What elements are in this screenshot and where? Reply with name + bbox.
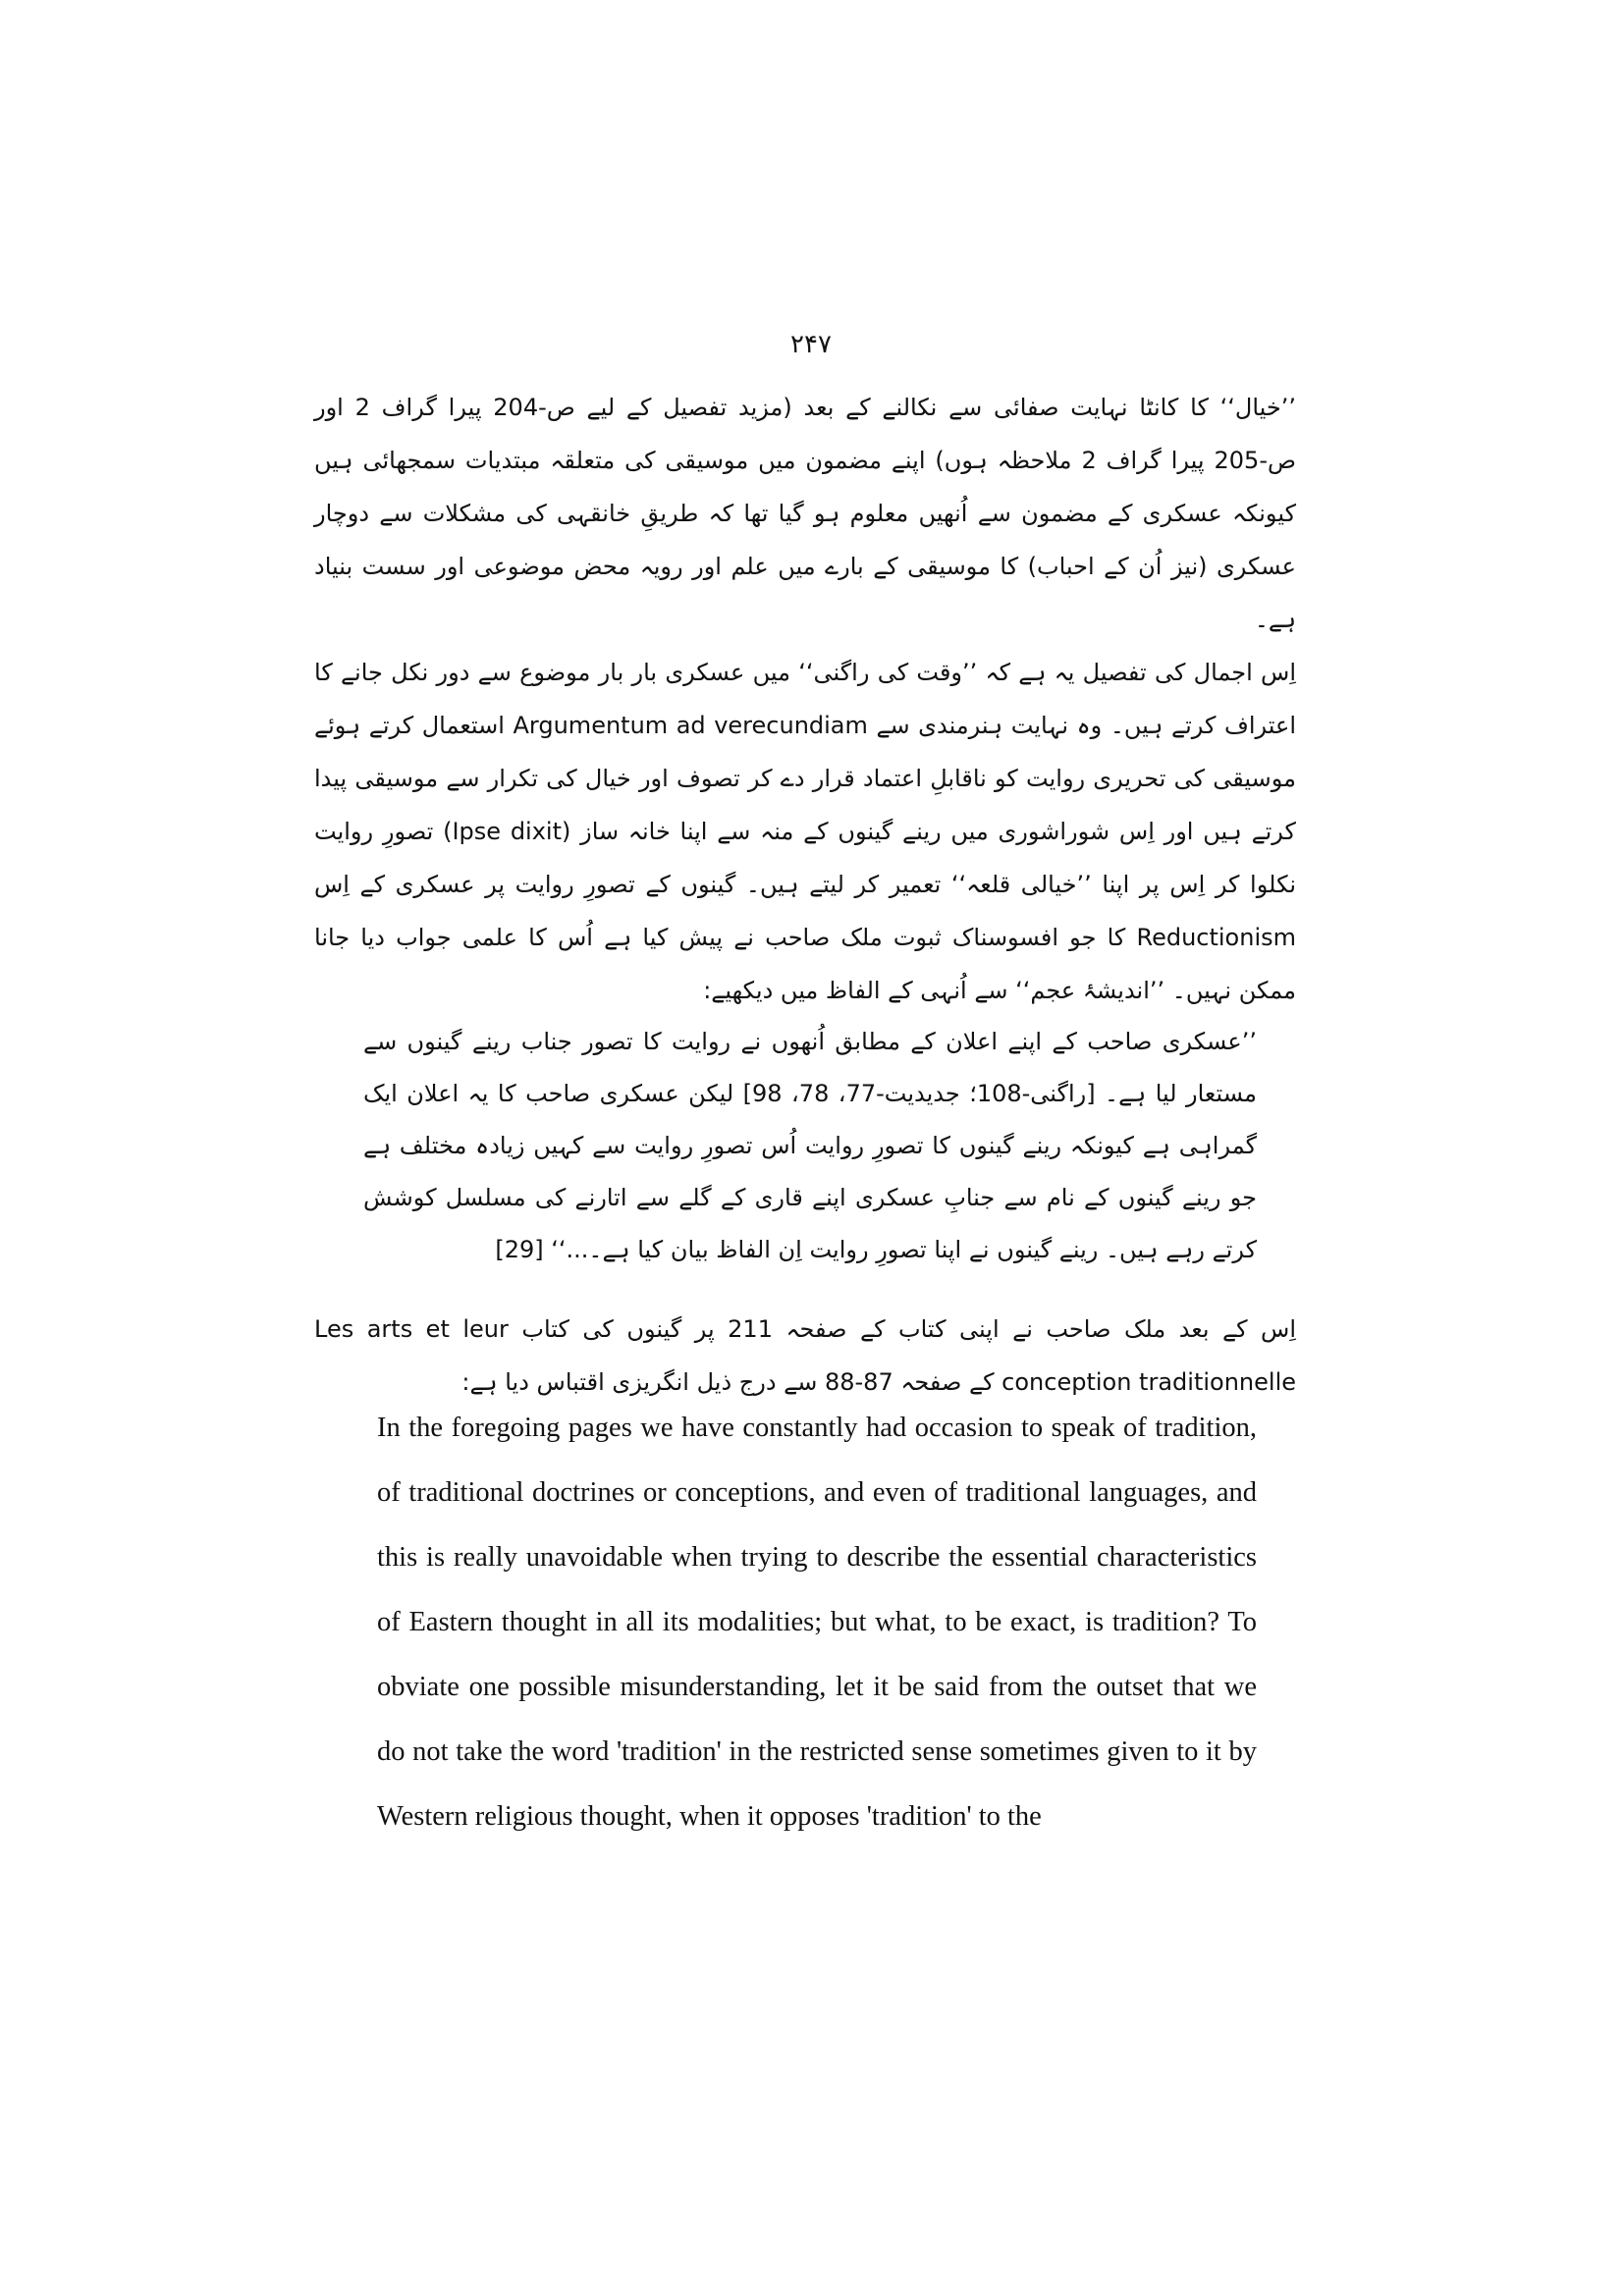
page-number: ۲۴۷: [790, 330, 832, 359]
urdu-paragraph-1: ’’خیال‘‘ کا کانٹا نہایت صفائی سے نکالنے کے بعد (مزید تفصیل کے لیے ص-204 پیرا گراف 2 اور ص-205 پیرا گراف 2 ملاحظہ ہوں) اپنے مضمون میں موسیقی کی متعلقہ مبتدیات سمجھائی ہیں کیونکہ عسکری کے مضمون سے اُنھیں معلوم ہو گیا تھا کہ طریقِ خانقہی کی مشکلات سے دوچار عسکری (نیز اُن کے احباب) کا موسیقی کے بارے میں علم اور رویہ محض موضوعی اور سست بنیاد ہے۔: [314, 394, 1296, 633]
english-block-quote: In the foregoing pages we have constantly had occasion to speak of tradition, of traditional doctrines or conceptions, and even of traditional languages, and this is really unavoidable when trying to describe the essential characteristics of Eastern thought in all its modalities; but what, to be exact, is tradition? To obviate one possible misunderstanding, let it be said from the outset that we do not take the word 'tradition' in the restricted sense sometimes given to it by Western religious thought, when it opposes 'tradition' to the: [377, 1413, 1257, 1832]
urdu-paragraph-2: اِس اجمال کی تفصیل یہ ہے کہ ’’وقت کی راگنی‘‘ میں عسکری بار بار موضوع سے دور نکل جانے کا اعتراف کرتے ہیں۔ وہ نہایت ہنرمندی سے Argumentum ad verecundiam استعمال کرتے ہوئے موسیقی کی تحریری روایت کو ناقابلِ اعتماد قرار دے کر تصوف اور خیال کی تکرار سے موسیقی پیدا کرتے ہیں اور اِس شوراشوری میں رینے گینوں کے منہ سے اپنا خانہ ساز (Ipse dixit) تصورِ روایت نکلوا کر اِس پر اپنا ’’خیالی قلعہ‘‘ تعمیر کر لیتے ہیں۔ گینوں کے تصورِ روایت پر عسکری کے اِس Reductionism کا جو افسوسناک ثبوت ملک صاحب نے پیش کیا ہے اُس کا علمی جواب دیا جانا ممکن نہیں۔ ’’اندیشۂ عجم‘‘ سے اُنہی کے الفاظ میں دیکھیے:: [314, 659, 1296, 1004]
urdu-block-quote: ’’عسکری صاحب کے اپنے اعلان کے مطابق اُنھوں نے روایت کا تصور جناب رینے گینوں سے مستعار لیا ہے۔ [راگنی-108؛ جدیدیت-77، 78، 98] لیکن عسکری صاحب کا یہ اعلان ایک گمراہی ہے کیونکہ رینے گینوں کا تصورِ روایت اُس تصورِ روایت سے کہیں زیادہ مختلف ہے جو رینے گینوں کے نام سے جنابِ عسکری اپنے قاری کے گلے سے اتارنے کی مسلسل کوشش کرتے رہے ہیں۔ رینے گینوں نے اپنا تصورِ روایت اِن الفاظ بیان کیا ہے۔...‘‘ [29]: [363, 1028, 1258, 1263]
urdu-paragraph-3: اِس کے بعد ملک صاحب نے اپنی کتاب کے صفحہ 211 پر گینوں کی کتاب Les arts et leur conception traditionnelle کے صفحہ 87-88 سے درج ذیل انگریزی اقتباس دیا ہے:: [314, 1315, 1296, 1396]
